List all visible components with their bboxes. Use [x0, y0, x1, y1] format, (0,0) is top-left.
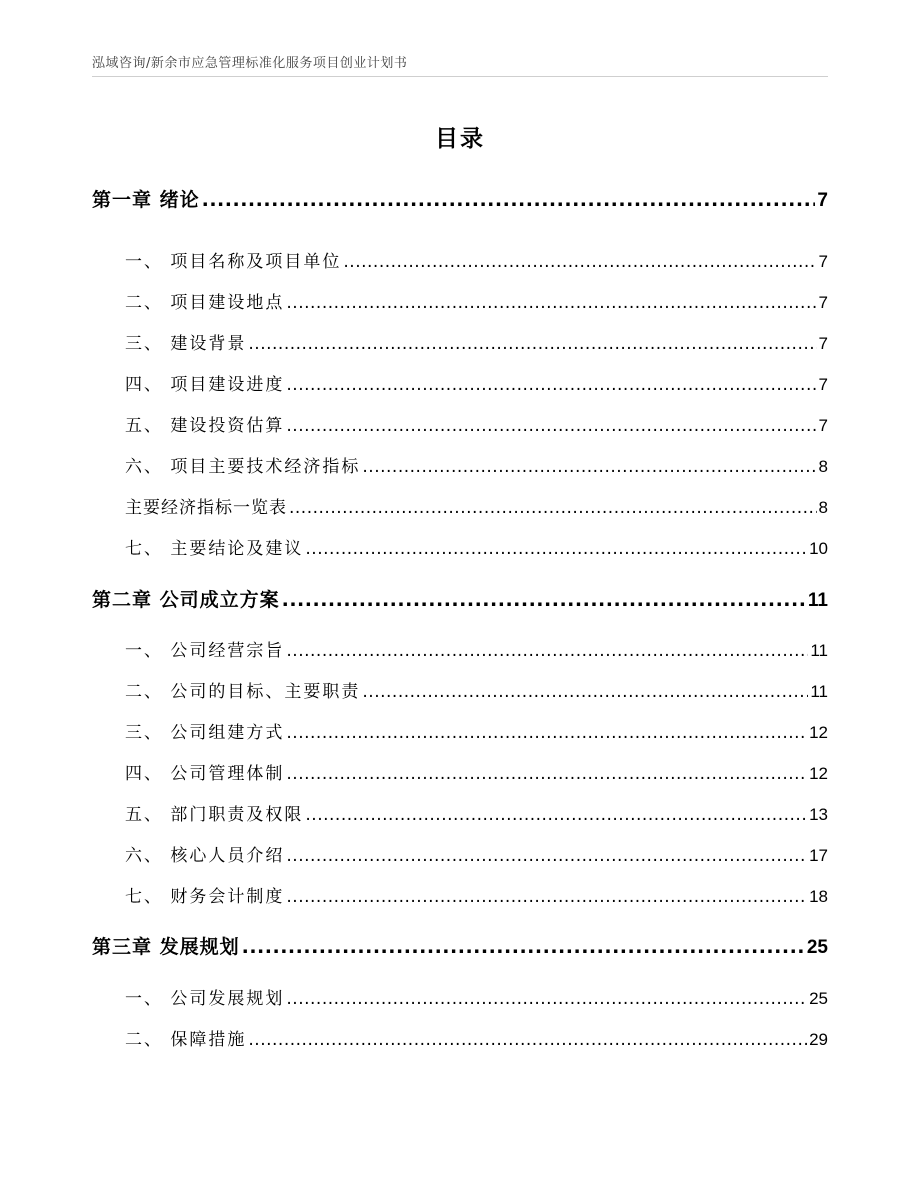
- toc-entry-label: 七、 主要结论及建议: [125, 539, 304, 559]
- dot-leader: [286, 989, 807, 1009]
- toc-entry[interactable]: [92, 882, 828, 907]
- toc-entry-label: 二、 项目建设地点: [125, 293, 285, 313]
- toc-entry[interactable]: [92, 984, 828, 1009]
- dot-leader: [286, 723, 807, 743]
- toc-entry[interactable]: [92, 493, 828, 518]
- header-divider: [92, 76, 828, 77]
- toc-entry-page: 12: [809, 723, 828, 742]
- dot-leader: [286, 846, 807, 866]
- dot-leader: [248, 334, 816, 354]
- toc-entry-page: 12: [809, 764, 828, 783]
- toc-entry-label: 六、 核心人员介绍: [125, 846, 285, 866]
- dot-leader: [286, 293, 816, 313]
- toc-entry-page: 8: [818, 457, 828, 476]
- toc-entry-page: 7: [818, 252, 828, 271]
- dot-leader: [286, 641, 808, 661]
- toc-entry-page: 13: [809, 805, 828, 824]
- toc-entry-label: 四、 公司管理体制: [125, 764, 285, 784]
- toc-entry-label: 七、 财务会计制度: [125, 887, 285, 907]
- toc-entry-page: 10: [809, 539, 828, 558]
- toc-entry[interactable]: [92, 247, 828, 272]
- toc-entry-page: 7: [818, 293, 828, 312]
- toc-entry[interactable]: [92, 452, 828, 477]
- dot-leader: [282, 589, 806, 611]
- toc-entry-label: 一、 项目名称及项目单位: [125, 252, 342, 272]
- toc-entry-label: 一、 公司发展规划: [125, 989, 285, 1009]
- toc-entry[interactable]: [92, 800, 828, 825]
- toc-entry-label: 五、 建设投资估算: [125, 416, 285, 436]
- dot-leader: [362, 682, 808, 702]
- dot-leader: [343, 252, 816, 272]
- toc-entry-label: 二、 公司的目标、主要职责: [125, 682, 361, 702]
- toc-entry-label: 二、 保障措施: [125, 1030, 247, 1050]
- dot-leader: [286, 764, 807, 784]
- running-header: 泓域咨询/新余市应急管理标准化服务项目创业计划书: [92, 56, 408, 71]
- toc-entry[interactable]: [92, 329, 828, 354]
- toc-entry-page: 25: [809, 989, 828, 1008]
- toc-entry-label: 四、 项目建设进度: [125, 375, 285, 395]
- dot-leader: [289, 498, 817, 518]
- toc-entry-label: 第一章 绪论: [92, 189, 200, 211]
- toc-entry-label: 第三章 发展规划: [92, 936, 240, 958]
- toc-entry-page: 17: [809, 846, 828, 865]
- toc-entry-page: 11: [810, 641, 828, 660]
- toc-entry-page: 8: [818, 498, 828, 517]
- dot-leader: [202, 189, 816, 211]
- toc-entry-page: 7: [818, 375, 828, 394]
- toc-entry[interactable]: [92, 759, 828, 784]
- dot-leader: [305, 805, 807, 825]
- toc-entry-label: 六、 项目主要技术经济指标: [125, 457, 361, 477]
- toc-entry[interactable]: [92, 370, 828, 395]
- toc-entry-label: 主要经济指标一览表: [125, 498, 287, 518]
- dot-leader: [362, 457, 816, 477]
- toc-entry[interactable]: [92, 411, 828, 436]
- toc-chapter-3[interactable]: [92, 932, 828, 959]
- toc-entry[interactable]: [92, 677, 828, 702]
- toc-entry-label: 三、 建设背景: [125, 334, 247, 354]
- toc-entry-page: 11: [810, 682, 828, 701]
- toc-entry-page: 7: [818, 334, 828, 353]
- toc-entry[interactable]: [92, 718, 828, 743]
- toc-entry-label: 五、 部门职责及权限: [125, 805, 304, 825]
- dot-leader: [286, 375, 816, 395]
- dot-leader: [305, 539, 807, 559]
- toc-entry[interactable]: [92, 841, 828, 866]
- toc-entry-label: 一、 公司经营宗旨: [125, 641, 285, 661]
- toc-entry[interactable]: [92, 1025, 828, 1050]
- toc-entry-page: 7: [817, 190, 828, 211]
- dot-leader: [248, 1030, 807, 1050]
- toc-chapter-1[interactable]: [92, 185, 828, 212]
- toc-entry[interactable]: [92, 288, 828, 313]
- toc-entry-page: 18: [809, 887, 828, 906]
- toc-title: 目录: [435, 126, 485, 152]
- dot-leader: [286, 416, 816, 436]
- toc-entry[interactable]: [92, 534, 828, 559]
- toc-entry-page: 11: [807, 590, 828, 611]
- toc-entry-page: 7: [818, 416, 828, 435]
- toc-entry[interactable]: [92, 636, 828, 661]
- toc-entry-label: 第二章 公司成立方案: [92, 589, 280, 611]
- toc-entry-page: 29: [809, 1030, 828, 1049]
- toc-entry-label: 三、 公司组建方式: [125, 723, 285, 743]
- dot-leader: [242, 936, 805, 958]
- toc-entry-page: 25: [806, 937, 828, 958]
- toc-chapter-2[interactable]: [92, 585, 828, 612]
- dot-leader: [286, 887, 807, 907]
